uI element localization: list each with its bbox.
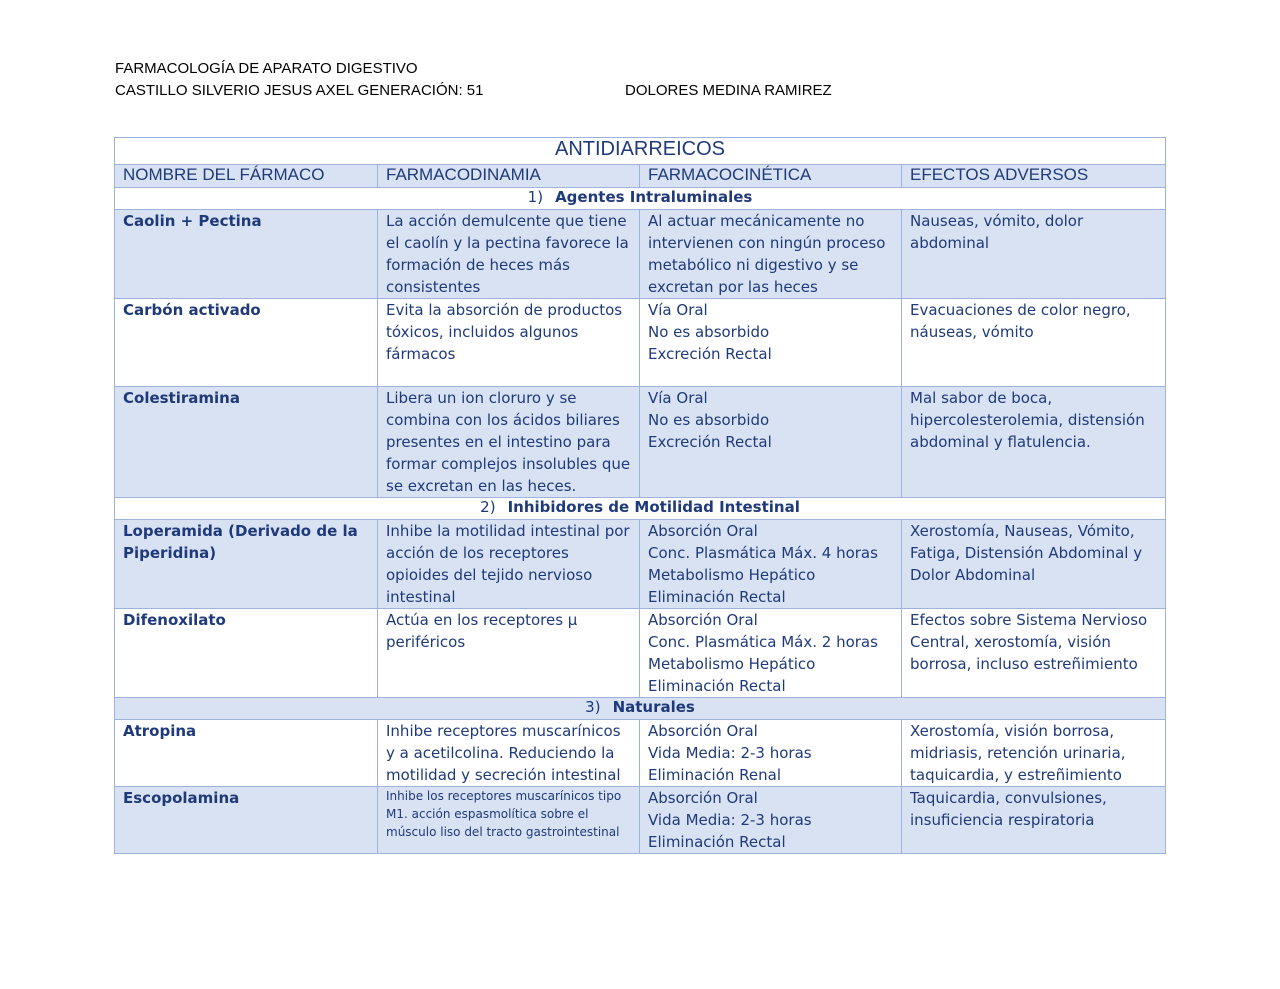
drug-name: Colestiramina [115,387,378,498]
section-label: Agentes Intraluminales [555,188,753,206]
section-label: Inhibidores de Motilidad Intestinal [507,498,800,516]
adverse-effects-cell: Nauseas, vómito, dolor abdominal [902,210,1166,299]
column-header-name: NOMBRE DEL FÁRMACO [115,165,378,188]
table-row [115,787,1166,854]
pharmacokinetics-cell: Vía Oral No es absorbido Excreción Rectal [640,387,902,498]
column-header-pharmacodynamics: FARMACODINAMIA [378,165,640,188]
section-label: Naturales [612,698,695,716]
drug-name: Difenoxilato [115,609,378,698]
drug-name: Caolin + Pectina [115,210,378,299]
teacher-name: DOLORES MEDINA RAMIREZ [625,82,832,99]
column-header-pharmacokinetics: FARMACOCINÉTICA [640,165,902,188]
table-row [115,520,1166,609]
adverse-effects-cell: Xerostomía, Nauseas, Vómito, Fatiga, Distensión Abdominal y Dolor Abdominal [902,520,1166,609]
drug-name: Escopolamina [115,787,378,854]
table-row [115,210,1166,299]
section-number: 2) [480,498,496,516]
pharmacodynamics-cell: Evita la absorción de productos tóxicos, incluidos algunos fármacos [378,299,640,387]
antidiarrheal-table [114,137,1166,854]
table-row [115,609,1166,698]
drug-name: Loperamida (Derivado de la Piperidina) [115,520,378,609]
student-info: CASTILLO SILVERIO JESUS AXEL GENERACIÓN: 51 [115,82,484,99]
adverse-effects-cell: Xerostomía, visión borrosa, midriasis, retención urinaria, taquicardia, y estreñimiento [902,720,1166,787]
pharmacokinetics-cell: Absorción Oral Conc. Plasmática Máx. 4 horas Metabolismo Hepático Eliminación Rectal [640,520,902,609]
course-title: FARMACOLOGÍA DE APARATO DIGESTIVO [115,60,418,77]
pharmacodynamics-cell: Inhibe los receptores muscarínicos tipo M1. acción espasmolítica sobre el músculo liso del tracto gastrointestinal [378,787,640,854]
pharmacokinetics-cell: Absorción Oral Vida Media: 2-3 horas Eliminación Renal [640,720,902,787]
table-row [115,299,1166,387]
drug-name: Atropina [115,720,378,787]
section-row [115,498,1166,520]
table-row [115,720,1166,787]
pharmacodynamics-cell: Inhibe receptores muscarínicos y a acetilcolina. Reduciendo la motilidad y secreción intestinal [378,720,640,787]
adverse-effects-cell: Evacuaciones de color negro, náuseas, vómito [902,299,1166,387]
table-title-row [115,138,1166,165]
adverse-effects-cell: Efectos sobre Sistema Nervioso Central, xerostomía, visión borrosa, incluso estreñimiento [902,609,1166,698]
pharmacodynamics-cell: Inhibe la motilidad intestinal por acción de los receptores opioides del tejido nervioso intestinal [378,520,640,609]
table-row [115,387,1166,498]
column-header-row [115,165,1166,188]
pharmacodynamics-cell: La acción demulcente que tiene el caolín y la pectina favorece la formación de heces más consistentes [378,210,640,299]
adverse-effects-cell: Taquicardia, convulsiones, insuficiencia respiratoria [902,787,1166,854]
pharmacokinetics-cell: Al actuar mecánicamente no intervienen con ningún proceso metabólico ni digestivo y se excretan por las heces [640,210,902,299]
adverse-effects-cell: Mal sabor de boca, hipercolesterolemia, distensión abdominal y flatulencia. [902,387,1166,498]
pharmacokinetics-cell: Absorción Oral Conc. Plasmática Máx. 2 horas Metabolismo Hepático Eliminación Rectal [640,609,902,698]
drug-name: Carbón activado [115,299,378,387]
section-number: 1) [527,188,544,206]
pharmacokinetics-cell: Absorción Oral Vida Media: 2-3 horas Eliminación Rectal [640,787,902,854]
document-header [115,58,832,102]
section-row [115,698,1166,720]
column-header-adverse-effects: EFECTOS ADVERSOS [902,165,1166,188]
pharmacodynamics-cell: Actúa en los receptores μ periféricos [378,609,640,698]
table-title: ANTIDIARREICOS [115,138,1166,165]
section-row [115,188,1166,210]
pharmacokinetics-cell: Vía Oral No es absorbido Excreción Rectal [640,299,902,387]
pharmacodynamics-cell: Libera un ion cloruro y se combina con los ácidos biliares presentes en el intestino para formar complejos insolubles que se excretan en las heces. [378,387,640,498]
section-number: 3) [585,698,601,716]
